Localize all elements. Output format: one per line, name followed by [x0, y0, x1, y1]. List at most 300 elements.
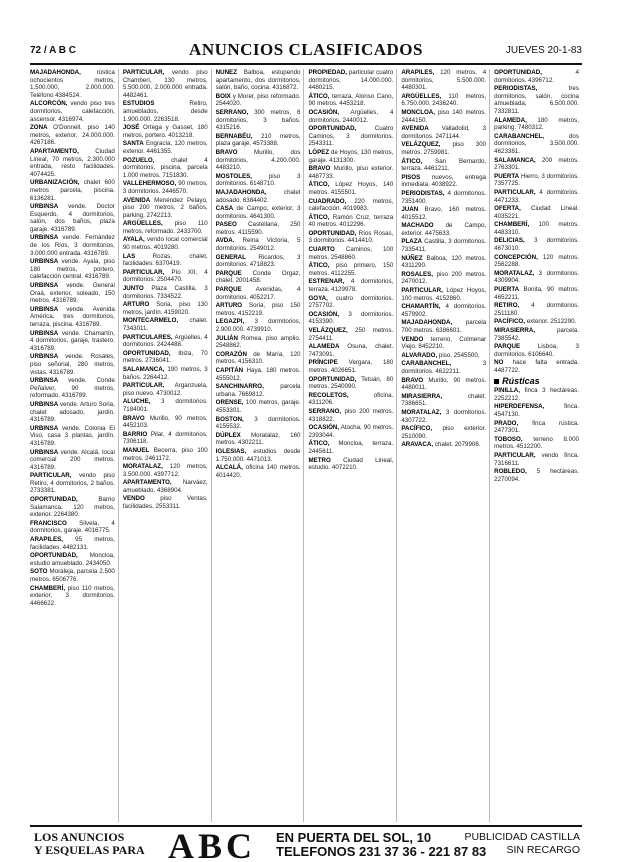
- publication-date: JUEVES 20-1-83: [505, 45, 582, 56]
- classified-ad: [308, 165, 393, 180]
- ad-keyword: PARQUE: [494, 343, 521, 351]
- ad-body: 3 dormitorios. 4153390.: [308, 310, 394, 326]
- classified-ad: [494, 85, 579, 115]
- classified-ad: [30, 552, 115, 567]
- ad-keyword: ALCORCÓN,: [30, 100, 68, 108]
- classified-ad: [30, 179, 115, 202]
- classified-ad: [494, 318, 579, 326]
- ad-body: Bonita, 90 metros. 4652211.: [494, 286, 579, 301]
- ad-body: 3 dormitorios. 4155532.: [215, 415, 301, 431]
- classified-ad: [308, 125, 393, 148]
- ad-keyword: SANTA: [122, 140, 144, 148]
- classified-ad: [401, 109, 486, 124]
- banner-left-line1: LOS ANUNCIOS: [34, 830, 125, 844]
- banner-right-text: [464, 831, 580, 857]
- ad-body: Murillo, piso exterior. 4487733.: [308, 165, 394, 180]
- ad-keyword: LÓPEZ: [308, 148, 330, 156]
- ad-body: 3 dormitorios. 7184001.: [122, 398, 208, 413]
- ad-keyword: MACHADO: [401, 222, 434, 230]
- ad-keyword: URBINSA: [30, 448, 59, 456]
- ad-keyword: ÁTICO,: [308, 440, 330, 448]
- classified-ad: [308, 198, 393, 213]
- ad-keyword: OFERTA,: [494, 205, 521, 213]
- classified-ad: [308, 376, 393, 391]
- ad-body: Balboa, estupendo apartamento, dos dormitorios, salón, baño, cocina. 4316872.: [215, 69, 301, 92]
- ad-body: 4 dormitorios. 4396712.: [494, 69, 579, 84]
- ad-body: 300 metros, 6 dormitorios, 3 baños. 4315216.: [215, 108, 301, 132]
- section-heading: [494, 375, 579, 386]
- ad-keyword: ROSALES,: [401, 270, 433, 278]
- classified-ad: [123, 220, 208, 235]
- ad-body: Caminos, 100 metros. 2548860.: [308, 246, 394, 261]
- ad-body: Osuna, chalet. 7473091.: [308, 343, 394, 358]
- classified-columns: [30, 69, 582, 822]
- ad-keyword: ARTURO: [122, 301, 150, 309]
- classified-ad: [494, 327, 579, 342]
- ad-body: Pilar, 4 dormitorios. 7306118.: [122, 430, 208, 446]
- ad-body: chalet adosado. 6384402.: [215, 188, 301, 204]
- ad-keyword: LEGAZPI,: [215, 318, 245, 326]
- classified-ad: [30, 425, 115, 448]
- ad-keyword: PARTICULARES,: [122, 333, 173, 341]
- ad-body: vende. Alcalá, local comercial 200 metros. 4316789.: [30, 448, 115, 471]
- ad-keyword: PUERTA: [494, 286, 520, 294]
- ad-body: Murillo, 90 metros. 4452103.: [122, 414, 208, 430]
- ad-keyword: SERRANO,: [215, 108, 249, 116]
- ad-keyword: AVENIDA: [401, 125, 429, 133]
- ad-body: Retiro, amueblados, desde 1.900.000. 2263518.: [122, 100, 208, 123]
- ad-keyword: URBANIZACIÓN,: [30, 179, 80, 187]
- ad-body: Haya, 180 metros. 4555012.: [215, 366, 301, 382]
- ad-keyword: NO: [494, 359, 504, 367]
- ad-body: estudios desde 1.750.000. 4471013.: [215, 447, 301, 463]
- ad-keyword: CUARTO: [308, 246, 335, 254]
- ad-body: Reina Victoria, 5 dormitorios. 2549012.: [215, 237, 301, 253]
- classified-ad: [216, 399, 301, 414]
- ad-body: Ciudad Lineal. 4035221.: [494, 205, 579, 220]
- ad-keyword: MIRASIERRA,: [401, 392, 443, 400]
- ad-body: Engracia, 120 metros, exterior. 4461355.: [122, 140, 208, 155]
- classified-ad: [494, 270, 579, 285]
- ad-keyword: MOSTOLES,: [215, 172, 252, 180]
- ad-body: Moraleja, parcela 2.500 metros. 6506776.: [30, 568, 115, 583]
- classified-ad: [216, 221, 301, 236]
- classified-ad: [216, 270, 301, 285]
- classified-ad: [494, 420, 579, 435]
- classified-ad: [30, 69, 115, 99]
- ad-body: piso 3 dormitorios. 6148710.: [215, 172, 301, 188]
- classified-column-4: [308, 69, 397, 822]
- ad-keyword: OCASIÓN,: [308, 108, 340, 116]
- page-header: [30, 40, 582, 65]
- ad-keyword: JUNTO: [122, 285, 144, 293]
- ad-keyword: BOIX: [215, 92, 231, 100]
- ad-keyword: OPORTUNIDAD,: [30, 496, 78, 504]
- ad-body: Conde Orgaz, chalet. 2001458.: [215, 269, 301, 285]
- classified-ad: [308, 392, 393, 407]
- classified-ad: [401, 158, 486, 173]
- ad-body: particular cuatro dormitorios, 14.000.000. 4480215.: [308, 69, 394, 92]
- ad-keyword: JOSÉ: [122, 124, 140, 132]
- square-bullet-icon: [494, 379, 499, 384]
- classified-ad: [123, 463, 208, 478]
- classified-ad: [494, 157, 579, 172]
- classified-ad: [123, 301, 208, 316]
- ad-body: vende. Chamartín, 4 dormitorios, garaje, trastero. 4316789.: [30, 329, 115, 352]
- ad-body: 210 metros, plaza garaje. 4573388.: [215, 132, 301, 148]
- ad-keyword: ALAMEDA: [308, 343, 340, 351]
- ad-body: piso primero, 150 metros. 4112255.: [308, 262, 394, 277]
- ad-keyword: GOYA,: [308, 294, 328, 302]
- ad-keyword: VELÁZQUEZ,: [401, 141, 441, 149]
- ad-body: Murillo, dos dormitorios, 4.200.000. 4483210.: [215, 148, 301, 172]
- ad-keyword: URBINSA: [30, 424, 59, 432]
- ad-body: hace falta entrada. 4487722.: [494, 359, 579, 374]
- ad-body: 4 dormitorios. 4579902.: [401, 303, 487, 318]
- classified-ad: [308, 246, 393, 261]
- ad-keyword: VENDO: [122, 495, 145, 503]
- ad-keyword: PASEO: [215, 221, 237, 229]
- ad-body: 4 dormitorios. 2511180.: [494, 302, 579, 317]
- classified-ad: [401, 69, 486, 92]
- ad-keyword: ARGÜELLES,: [401, 92, 442, 100]
- ad-keyword: MONTECARMELO,: [122, 317, 179, 325]
- classified-column-3: [216, 69, 305, 822]
- ad-body: 3 dormitorios. 4673010.: [494, 237, 579, 253]
- ad-keyword: URBINSA: [30, 282, 59, 290]
- classified-ad: [308, 440, 393, 455]
- ad-body: vende. Conde Peñalver, 90 metros, reformado. 4316789.: [30, 377, 115, 400]
- ad-body: 110 metros, 6.750.000. 2436240.: [401, 92, 487, 108]
- ad-keyword: ZONA: [30, 124, 48, 132]
- ad-keyword: GENERAL: [215, 253, 246, 261]
- ad-body: vende. Fernández de los Ríos, 3 dormitorios, 3.000.000 entrada. 4316789.: [30, 234, 115, 257]
- classified-ad: [123, 69, 208, 99]
- ad-body: San Bernardo, terraza. 4461211.: [401, 157, 487, 173]
- ad-keyword: CHAMBERÍ,: [30, 584, 66, 592]
- banner-left-text: [34, 831, 145, 857]
- ad-body: vende. General Oraá, exterior, soleado, 150 metros. 4316789.: [30, 282, 115, 305]
- classified-ad: [308, 230, 393, 245]
- ad-keyword: PACÍFICO,: [401, 425, 433, 433]
- classified-ad: [123, 317, 208, 332]
- ad-body: piso 110 metros, exterior, 3 dormitorios. 4466622.: [30, 584, 115, 607]
- classified-ad: [30, 401, 115, 424]
- ad-keyword: ARGÜELLES,: [122, 220, 163, 228]
- ad-keyword: ÁTICO,: [308, 92, 330, 100]
- ad-keyword: RETIRO,: [494, 302, 520, 310]
- ad-body: piso. 2545500.: [437, 351, 480, 359]
- ad-body: Ricardos, 3 dormitorios. 4718823.: [215, 253, 301, 269]
- ad-keyword: DELICIAS,: [494, 237, 525, 245]
- ad-body: Castellana, 250 metros. 4115590.: [215, 221, 301, 236]
- classified-ad: [216, 432, 301, 447]
- ad-body: piso 200 metros. 4318822.: [308, 407, 394, 423]
- ad-keyword: IGLESIAS,: [215, 447, 247, 455]
- classified-ad: [401, 190, 486, 205]
- classified-ad: [401, 255, 486, 270]
- ad-keyword: BARRIO: [122, 430, 148, 438]
- ad-body: de Campo, exterior, 3 dormitorios. 4641300.: [215, 205, 301, 220]
- classified-ad: [30, 258, 115, 281]
- classified-ad: [123, 479, 208, 494]
- ad-keyword: RECOLETOS,: [308, 391, 349, 399]
- classified-ad: [494, 133, 579, 156]
- classified-ad: [401, 93, 486, 108]
- ad-body: O'Donnell, piso 140 metros, exterior, 24.000.000. 4267186.: [30, 124, 115, 147]
- classified-ad: [494, 189, 579, 204]
- ad-keyword: VENDO: [401, 335, 424, 343]
- classified-ad: [123, 157, 208, 180]
- ad-body: vende. Ayala, piso 180 metros, portero, calefacción central. 4316789.: [30, 258, 115, 281]
- classified-ad: [494, 221, 579, 236]
- ad-body: finca 3 hectáreas. 2252212.: [494, 387, 579, 402]
- classified-ad: [308, 311, 393, 326]
- ad-body: chalet 600 metros parcela, piscina. 6136281.: [30, 179, 115, 202]
- ad-body: Ríos Rosas, 3 dormitorios. 4414410.: [308, 229, 394, 245]
- ad-keyword: PARTICULAR,: [494, 188, 536, 196]
- ad-keyword: PARTICULAR,: [494, 451, 536, 459]
- ad-keyword: ALVARADO,: [401, 351, 438, 359]
- classified-ad: [308, 408, 393, 423]
- ad-body: 180 metros, parking. 7480312.: [494, 116, 579, 132]
- ad-body: 3 dormitorios. 4622211.: [401, 360, 487, 375]
- ad-body: 120 metros. 2562288.: [494, 253, 579, 269]
- ad-keyword: SOTO: [30, 568, 48, 576]
- ad-body: terreno 8.000 metros. 4512200.: [494, 435, 579, 451]
- classified-ad: [30, 472, 115, 495]
- ad-body: 3 dormitorios, 2.900.000. 4739910.: [215, 318, 301, 333]
- classified-ad: [30, 536, 115, 551]
- ad-keyword: CHAMARTÍN,: [401, 303, 441, 311]
- classified-ad: [401, 319, 486, 334]
- ad-keyword: ARAVACA,: [401, 441, 434, 449]
- ad-body: Balboa, 120 metros. 4311290.: [401, 254, 487, 270]
- classified-ad: [216, 367, 301, 382]
- classified-ad: [308, 343, 393, 358]
- ad-body: Ciudad Lineal, estudio. 4072210.: [308, 456, 394, 472]
- ad-body: Ibiza, 70 metros. 2736041.: [122, 349, 208, 365]
- ad-body: vende. Arturo Soria, chalet adosado, jardín. 4316789.: [30, 400, 115, 424]
- classified-ad: [401, 360, 486, 375]
- ad-body: 220 metros, calefacción. 4019983.: [308, 197, 394, 213]
- classified-ad: [401, 174, 486, 189]
- ad-keyword: MAJADAHONDA,: [30, 69, 81, 76]
- ad-body: parcela 700 metros. 6386601.: [401, 319, 487, 334]
- ad-keyword: BRAVO: [308, 165, 331, 173]
- ad-keyword: MAJADAHONDA,: [401, 319, 453, 327]
- ad-body: Soria, piso 130 metros, jardín. 4159020.: [122, 301, 208, 316]
- ad-body: Menéndez Pelayo, piso 200 metros, 2 baños, parking. 2742213.: [122, 196, 208, 219]
- classified-ad: [216, 93, 301, 108]
- ad-keyword: JULIÁN: [215, 334, 239, 342]
- ad-body: 200 metros. 2763301.: [494, 156, 579, 172]
- advertising-banner: [30, 825, 582, 862]
- ad-body: vende. Rosales, piso señorial, 280 metros, vistas. 4316789.: [30, 353, 115, 376]
- ad-keyword: ÁTICO,: [308, 213, 330, 221]
- ad-keyword: OPORTUNIDAD,: [308, 229, 357, 237]
- classified-ad: [308, 278, 393, 293]
- ad-body: oficina. 4311206.: [308, 391, 394, 407]
- ad-keyword: OCASIÓN,: [308, 310, 340, 318]
- classified-ad: [308, 69, 393, 92]
- classified-ad: [308, 359, 393, 374]
- ad-keyword: MIRASIERRA,: [494, 327, 536, 334]
- classified-ad: [30, 568, 115, 583]
- classified-ad: [216, 286, 301, 301]
- ad-keyword: ARAPILES,: [401, 69, 435, 76]
- ad-body: Moncloa, estudio amueblado. 2434050.: [30, 552, 115, 567]
- ad-keyword: CHAMBERÍ,: [494, 221, 530, 229]
- ad-keyword: SALAMANCA,: [494, 156, 536, 164]
- ad-keyword: HIPERDEFENSA,: [494, 403, 545, 411]
- classified-ad: [123, 366, 208, 381]
- ad-body: nuevos, entrega inmediata. 4038922.: [401, 173, 487, 189]
- classified-ad: [216, 69, 301, 92]
- classified-ad: [494, 286, 579, 301]
- ad-body: chalet. 7343011.: [122, 317, 208, 332]
- classified-ad: [308, 295, 393, 310]
- ad-body: exterior. 2512290.: [524, 318, 577, 326]
- classified-ad: [494, 387, 579, 402]
- classified-ad: [401, 441, 486, 449]
- ad-body: de Hoyos, 130 metros, garaje. 4131300.: [308, 148, 394, 164]
- ad-body: Plaza Castilla, 3 dormitorios. 7334522.: [122, 285, 208, 300]
- ad-body: López Hoyos, 100 metros. 4152860.: [401, 287, 487, 302]
- classified-ad: [123, 334, 208, 349]
- banner-address: [276, 831, 486, 859]
- classified-ad: [216, 464, 301, 479]
- classified-ad: [494, 205, 579, 220]
- ad-keyword: OPORTUNIDAD,: [308, 375, 357, 383]
- classified-ad: [494, 468, 579, 483]
- ad-body: Becerra, piso 100 metros. 2461172.: [122, 446, 208, 462]
- classified-ad: [123, 140, 208, 155]
- ad-body: Arganzuela, piso nuevo. 4730012.: [122, 382, 208, 397]
- ad-keyword: ESTUDIOS: [122, 100, 155, 108]
- ad-body: rústica ochocientos metros, 1.500.000, 2.000.000. Teléfono 4384524.: [30, 69, 115, 99]
- ad-body: 3 dormitorios. 4309904.: [494, 269, 579, 285]
- ad-body: Argüelles, 4 dormitorios. 2440012.: [308, 108, 394, 124]
- section-heading-label: Rústicas: [502, 375, 540, 386]
- ad-keyword: URBINSA: [30, 305, 59, 313]
- ad-keyword: AYALA,: [122, 236, 145, 244]
- classified-ad: [30, 282, 115, 305]
- classified-ad: [216, 335, 301, 350]
- ad-keyword: URBINSA: [30, 234, 59, 242]
- banner-right-line2: SIN RECARGO: [506, 844, 580, 856]
- classified-ad: [216, 254, 301, 269]
- ad-body: 90 metros, 3 dormitorios. 2446570.: [122, 180, 208, 195]
- ad-keyword: PRÍNCIPE: [308, 359, 338, 367]
- page-title: ANUNCIOS CLASIFICADOS: [189, 40, 423, 59]
- classified-ad: [30, 124, 115, 147]
- classified-ad: [30, 520, 115, 535]
- classified-ad: [123, 415, 208, 430]
- ad-body: terraza, Alonso Cano, 90 metros. 4453218.: [308, 92, 394, 108]
- classified-ad: [123, 269, 208, 284]
- ad-keyword: PROPIEDAD,: [308, 69, 347, 76]
- classified-ad: [216, 173, 301, 188]
- abc-logo: ABC: [168, 826, 257, 862]
- ad-keyword: SALAMANCA,: [122, 365, 165, 373]
- ad-keyword: OPORTUNIDAD,: [30, 552, 78, 560]
- ad-keyword: FRANCISCO: [30, 519, 67, 527]
- ad-keyword: OPORTUNIDAD,: [122, 349, 171, 357]
- classified-ad: [123, 495, 208, 510]
- ad-body: 120 metros, 3.500.000. 4397712.: [122, 463, 208, 478]
- ad-body: 95 metros, facilidades. 4482131.: [30, 536, 115, 551]
- ad-keyword: MORATALAZ,: [494, 269, 535, 277]
- ad-body: 5 hectáreas. 2270094.: [494, 468, 579, 483]
- ad-body: 4 dormitorios. 4471233.: [494, 188, 579, 204]
- classified-column-1: [30, 69, 119, 822]
- ad-keyword: PINILLA,: [494, 387, 520, 395]
- ad-body: López Hoyos, 140 metros. 4155501.: [308, 181, 394, 196]
- ad-keyword: MANUEL: [122, 446, 150, 454]
- ad-keyword: OPORTUNIDAD,: [494, 69, 542, 76]
- ad-body: piso 300 metros. 2759981.: [401, 141, 487, 156]
- ad-body: 190 metros, 3 baños. 2264412.: [122, 365, 208, 381]
- banner-address-line: EN PUERTA DEL SOL, 10: [276, 830, 432, 845]
- ad-keyword: TOBOSO,: [494, 435, 523, 443]
- ad-body: Moncloa, terraza. 2445611.: [308, 440, 394, 455]
- ad-body: Ciudad Lineal, 70 metros, 2.300.000 entrada, resto facilidades. 4074425.: [30, 147, 115, 178]
- classified-ad: [30, 330, 115, 353]
- classified-ad: [30, 585, 115, 608]
- classified-ad: [216, 351, 301, 366]
- classified-ad: [123, 197, 208, 220]
- ad-body: cuatro dormitorios. 2757702.: [308, 294, 394, 310]
- ad-body: Valladolid, 3 dormitorios. 2471144.: [401, 125, 487, 140]
- ad-keyword: PERIODISTAS,: [494, 85, 538, 93]
- ad-body: chalet. 2079906.: [433, 441, 481, 449]
- ad-body: vendo piso tres dormitorios, calefacción, ascensor. 4316974.: [30, 100, 115, 123]
- classified-ad: [401, 271, 486, 286]
- classified-ad: [308, 181, 393, 196]
- ad-keyword: PARTICULAR,: [122, 268, 165, 276]
- classified-ad: [123, 285, 208, 300]
- ad-keyword: SANCHINARRO,: [215, 383, 264, 391]
- ad-body: Soria, piso 150 metros. 4152219.: [215, 302, 301, 317]
- ad-body: Cuatro Caminos, 3 dormitorios. 2543311.: [308, 125, 394, 148]
- ad-keyword: PISOS: [401, 173, 421, 181]
- ad-keyword: ARAPILES,: [30, 536, 64, 544]
- ad-keyword: BOSTON,: [215, 415, 244, 423]
- ad-keyword: ALCALÁ,: [215, 464, 243, 472]
- banner-right-line1: PUBLICIDAD CASTILLA: [464, 831, 580, 843]
- classified-ad: [494, 117, 579, 132]
- ad-keyword: CAPITÁN: [215, 366, 244, 374]
- classified-ad: [308, 214, 393, 229]
- ad-keyword: URBINSA: [30, 400, 59, 408]
- classified-ad: [401, 141, 486, 156]
- ad-body: 4 dormitorios, terraza. 4129978.: [308, 278, 394, 294]
- ad-keyword: PLAZA: [401, 238, 422, 246]
- classified-ad: [401, 425, 486, 440]
- classified-ad: [123, 350, 208, 365]
- ad-body: Silvela, 4 dormitorios, garaje. 4016775.: [30, 519, 115, 535]
- ad-keyword: MORATALAZ,: [122, 463, 163, 471]
- ad-body: 250 metros. 2754411.: [308, 327, 394, 342]
- ad-body: finca. 4547130.: [494, 403, 579, 418]
- ad-keyword: CORAZÓN: [215, 350, 247, 358]
- classified-ad: [216, 416, 301, 431]
- ad-keyword: ROBLEDO,: [494, 468, 527, 476]
- ad-keyword: URBINSA: [30, 258, 59, 266]
- banner-phones: TELEFONOS 231 37 36 - 221 87 83: [276, 844, 487, 859]
- ad-body: Barrio Salamanca, 120 metros, exterior. 2264380.: [30, 496, 115, 519]
